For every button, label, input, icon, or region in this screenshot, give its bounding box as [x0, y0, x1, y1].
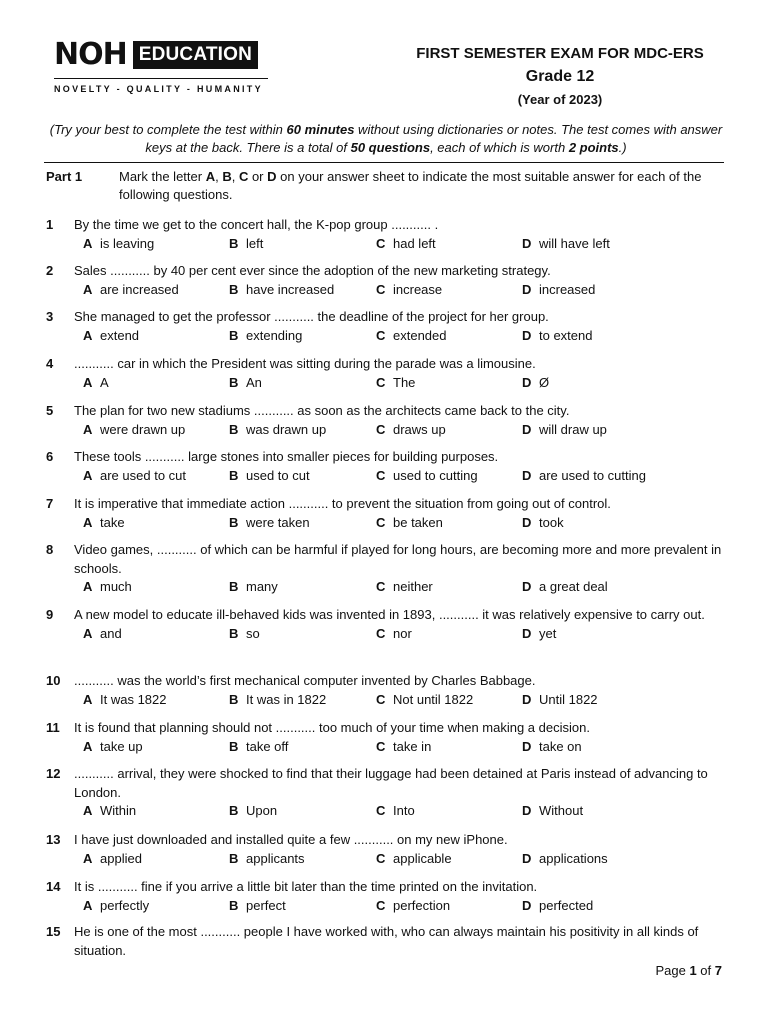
option-text: much [100, 579, 132, 594]
option-d [522, 691, 598, 710]
question-number: 10 [46, 673, 61, 688]
option-letter: A [83, 579, 93, 594]
option-letter: D [522, 897, 532, 913]
option-d [522, 235, 610, 254]
option-text: so [246, 625, 260, 641]
option-text: Ø [539, 374, 550, 390]
question-number: 15 [46, 924, 61, 939]
option-text: a great deal [539, 579, 608, 594]
answer-options [74, 850, 726, 869]
option-a [83, 235, 154, 254]
option-text: take up [100, 738, 143, 754]
option-letter: B [229, 897, 239, 913]
question-item [46, 448, 726, 485]
answer-options [74, 897, 726, 916]
option-a [83, 625, 122, 644]
option-letter: A [83, 374, 93, 390]
option-letter: C [376, 803, 386, 818]
option-letter: D [522, 327, 532, 343]
option-c [376, 850, 452, 869]
option-text: extend [100, 327, 140, 343]
option-a [83, 467, 186, 486]
option-letter: C [376, 281, 386, 297]
option-b [229, 578, 278, 597]
answer-options [74, 235, 726, 254]
logo-wordmark: NOH [54, 37, 127, 72]
option-letter: B [229, 803, 239, 818]
answer-options [74, 421, 726, 440]
option-d [522, 467, 646, 486]
option-b [229, 327, 302, 346]
option-text: applied [100, 850, 142, 866]
exam-title: FIRST SEMESTER EXAM FOR MDC-ERS [416, 45, 704, 62]
option-letter: C [376, 738, 386, 754]
option-text: are used to cutting [539, 467, 646, 483]
option-a [83, 374, 109, 393]
question-item [46, 262, 726, 299]
option-letter: A [83, 327, 93, 343]
option-text: applicable [393, 850, 452, 866]
option-letter: D [522, 467, 532, 483]
logo-divider [54, 78, 268, 79]
answer-options [74, 281, 726, 300]
option-text: It was 1822 [100, 691, 167, 707]
option-b [229, 421, 326, 440]
question-stem: She managed to get the professor ........... the deadline of the project for her group. [74, 309, 549, 324]
option-text: used to cut [246, 467, 310, 483]
option-a [83, 691, 167, 710]
option-text: applications [539, 850, 608, 866]
option-text: to extend [539, 327, 593, 343]
question-number: 5 [46, 403, 54, 418]
question-item [46, 606, 726, 643]
option-c [376, 421, 446, 440]
option-d [522, 421, 607, 440]
intro-text: .) [618, 140, 627, 155]
answer-options [74, 327, 726, 346]
option-text: will have left [539, 235, 610, 251]
logo-tagline: NOVELTY - QUALITY - HUMANITY [54, 84, 263, 94]
question-item [46, 831, 726, 868]
option-letter: B [229, 625, 239, 641]
question-number: 9 [46, 607, 54, 622]
option-c [376, 467, 478, 486]
option-letter: D [522, 803, 532, 818]
option-d [522, 327, 593, 346]
answer-options [74, 467, 726, 486]
option-c [376, 625, 412, 644]
option-letter: A [83, 850, 93, 866]
page-footer [655, 963, 722, 978]
option-letter: A [83, 691, 93, 707]
option-text: will draw up [539, 421, 607, 437]
option-letter: A [83, 281, 93, 297]
question-number: 8 [46, 542, 54, 557]
option-letter: D [522, 374, 532, 390]
intro-text: , each of which is worth [430, 140, 569, 155]
option-c [376, 327, 447, 346]
option-d [522, 738, 582, 757]
option-text: yet [539, 625, 557, 641]
option-a [83, 897, 149, 916]
option-b [229, 897, 286, 916]
option-letter: C [376, 235, 386, 251]
part-text: or [248, 169, 268, 184]
question-number: 1 [46, 217, 54, 232]
question-item [46, 402, 726, 439]
page-label: Page [655, 963, 690, 978]
answer-options [74, 802, 726, 821]
question-number: 3 [46, 309, 54, 324]
question-item [46, 878, 726, 915]
letter-a: A [205, 169, 216, 184]
question-item [46, 216, 726, 253]
option-letter: A [83, 421, 93, 437]
exam-grade: Grade 12 [525, 68, 595, 85]
option-c [376, 691, 473, 710]
question-stem: I have just downloaded and installed quite a few ........... on my new iPhone. [74, 832, 508, 847]
question-number: 14 [46, 879, 61, 894]
option-letter: D [522, 421, 532, 437]
option-letter: B [229, 235, 239, 251]
option-text: perfection [393, 897, 451, 913]
option-c [376, 897, 450, 916]
option-text: perfected [539, 897, 594, 913]
intro-text: without using dictionaries or notes. The test comes with answer keys at the back. There is a total of [145, 122, 723, 155]
option-text: Into [393, 803, 415, 818]
part-text: , [215, 169, 223, 184]
question-item [46, 765, 726, 821]
part-text: , [231, 169, 239, 184]
option-b [229, 850, 305, 869]
option-letter: D [522, 281, 532, 297]
logo-education-box: EDUCATION [133, 41, 258, 69]
question-number: 7 [46, 496, 54, 511]
option-letter: B [229, 691, 239, 707]
question-stem: The plan for two new stadiums ........... as soon as the architects came back to the city. [74, 403, 570, 418]
option-text: perfect [246, 897, 286, 913]
option-text: perfectly [100, 897, 150, 913]
option-text: The [393, 374, 416, 390]
option-letter: B [229, 579, 239, 594]
option-text: take [100, 514, 125, 530]
option-text: was drawn up [246, 421, 327, 437]
option-text: are increased [100, 281, 179, 297]
question-number: 4 [46, 356, 54, 371]
question-number: 6 [46, 449, 54, 464]
option-letter: A [83, 514, 93, 530]
page-number: 1 [689, 963, 697, 978]
question-item [46, 672, 726, 709]
option-letter: A [83, 897, 93, 913]
option-c [376, 235, 436, 254]
option-letter: C [376, 625, 386, 641]
question-stem: It is ........... fine if you arrive a little bit later than the time printed on the invitation. [74, 879, 538, 894]
option-letter: C [376, 327, 386, 343]
option-c [376, 374, 415, 393]
intro-duration: 60 minutes [286, 122, 355, 137]
option-d [522, 625, 556, 644]
question-number: 12 [46, 766, 61, 781]
option-letter: B [229, 738, 239, 754]
question-stem: ........... car in which the President was sitting during the parade was a limousine. [74, 356, 536, 371]
option-c [376, 514, 443, 533]
option-text: had left [393, 235, 436, 251]
question-stem: ........... was the world’s first mechanical computer invented by Charles Babbage. [74, 673, 536, 688]
option-letter: C [376, 850, 386, 866]
page-of: of [696, 963, 715, 978]
question-item [46, 355, 726, 392]
option-letter: D [522, 235, 532, 251]
option-text: increased [539, 281, 596, 297]
option-text: many [246, 579, 278, 594]
option-d [522, 897, 593, 916]
option-a [83, 578, 132, 597]
option-text: be taken [393, 514, 443, 530]
option-text: nor [393, 625, 412, 641]
answer-options [74, 691, 726, 710]
option-text: left [246, 235, 264, 251]
question-stem: He is one of the most ........... people I have worked with, who can always maintain his positivity in all kinds of situation. [74, 924, 699, 958]
answer-options [74, 374, 726, 393]
page-total: 7 [714, 963, 722, 978]
question-stem: Sales ........... by 40 per cent ever since the adoption of the new marketing strategy. [74, 263, 551, 278]
exam-instructions [44, 121, 728, 157]
option-c [376, 802, 415, 821]
option-text: used to cutting [393, 467, 478, 483]
question-stem: These tools ........... large stones into smaller pieces for building purposes. [74, 449, 499, 464]
option-letter: A [83, 467, 93, 483]
option-b [229, 281, 334, 300]
option-a [83, 802, 136, 821]
option-d [522, 850, 608, 869]
option-c [376, 738, 431, 757]
option-text: were drawn up [100, 421, 186, 437]
option-text: draws up [393, 421, 446, 437]
option-text: took [539, 514, 564, 530]
question-stem: By the time we get to the concert hall, the K-pop group ........... . [74, 217, 439, 232]
option-letter: B [229, 850, 239, 866]
option-c [376, 578, 433, 597]
option-text: An [246, 374, 262, 390]
option-a [83, 514, 125, 533]
option-text: increase [393, 281, 443, 297]
option-c [376, 281, 442, 300]
option-d [522, 802, 583, 821]
question-stem: A new model to educate ill-behaved kids was invented in 1893, ........... it was relatively expensive to carry out. [74, 607, 705, 622]
question-item [46, 923, 726, 960]
option-text: It was in 1822 [246, 691, 327, 707]
exam-year: (Year of 2023) [517, 92, 603, 107]
option-text: Upon [246, 803, 278, 818]
option-letter: B [229, 514, 239, 530]
option-text: Without [539, 803, 584, 818]
option-letter: A [83, 235, 93, 251]
question-stem: It is found that planning should not ........... too much of your time when making a decision. [74, 720, 590, 735]
option-letter: C [376, 579, 386, 594]
answer-options [74, 514, 726, 533]
question-number: 2 [46, 263, 54, 278]
option-a [83, 421, 185, 440]
option-letter: D [522, 691, 532, 707]
option-a [83, 327, 139, 346]
answer-options [74, 578, 726, 597]
option-text: extended [393, 327, 447, 343]
option-letter: D [522, 738, 532, 754]
option-b [229, 691, 326, 710]
letter-d: D [267, 169, 277, 184]
intro-question-count: 50 questions [350, 140, 431, 155]
option-letter: D [522, 625, 532, 641]
option-a [83, 850, 142, 869]
exam-title-block [340, 44, 768, 110]
option-text: extending [246, 327, 303, 343]
question-item [46, 308, 726, 345]
option-letter: B [229, 421, 239, 437]
option-b [229, 802, 277, 821]
answer-options [74, 625, 726, 644]
option-text: Until 1822 [539, 691, 598, 707]
option-text: take on [539, 738, 582, 754]
part-label: Part 1 [46, 169, 83, 184]
option-b [229, 235, 263, 254]
option-text: take in [393, 738, 432, 754]
option-text: Within [100, 803, 137, 818]
option-b [229, 625, 260, 644]
letter-b: B [222, 169, 232, 184]
part-instructions [119, 168, 719, 204]
part-text: Mark the letter [119, 169, 206, 184]
question-stem: It is imperative that immediate action ........... to prevent the situation from going out of control. [74, 496, 611, 511]
answer-options [74, 738, 726, 757]
question-number: 13 [46, 832, 61, 847]
part-text: on your answer sheet to indicate the most suitable answer for each of the following questions. [119, 169, 702, 202]
option-a [83, 281, 179, 300]
header-divider [44, 162, 724, 163]
option-letter: C [376, 897, 386, 913]
option-text: take off [246, 738, 289, 754]
intro-points: 2 points [568, 140, 619, 155]
option-letter: B [229, 374, 239, 390]
question-number: 11 [46, 720, 60, 735]
question-item [46, 495, 726, 532]
option-letter: C [376, 421, 386, 437]
option-text: is leaving [100, 235, 155, 251]
option-a [83, 738, 143, 757]
option-letter: B [229, 327, 239, 343]
letter-c: C [238, 169, 249, 184]
option-letter: A [83, 803, 93, 818]
option-text: applicants [246, 850, 305, 866]
option-letter: D [522, 514, 532, 530]
option-d [522, 374, 549, 393]
option-letter: D [522, 579, 532, 594]
option-d [522, 514, 564, 533]
option-letter: A [83, 738, 93, 754]
option-letter: C [376, 514, 386, 530]
intro-text: (Try your best to complete the test within [49, 122, 287, 137]
option-text: are used to cut [100, 467, 186, 483]
option-letter: C [376, 374, 386, 390]
option-letter: A [83, 625, 93, 641]
option-text: and [100, 625, 122, 641]
noh-education-logo [54, 38, 270, 94]
question-stem: Video games, ........... of which can be harmful if played for long hours, are becoming more and more prevalent in schools. [74, 542, 722, 576]
option-letter: D [522, 850, 532, 866]
option-text: have increased [246, 281, 335, 297]
question-item [46, 541, 726, 597]
option-letter: B [229, 467, 239, 483]
option-b [229, 374, 262, 393]
option-d [522, 578, 608, 597]
option-b [229, 738, 288, 757]
option-text: were taken [246, 514, 310, 530]
option-d [522, 281, 595, 300]
option-text: A [100, 374, 109, 390]
question-item [46, 719, 726, 756]
option-text: Not until 1822 [393, 691, 474, 707]
option-b [229, 467, 310, 486]
option-letter: B [229, 281, 239, 297]
option-letter: C [376, 691, 386, 707]
option-text: neither [393, 579, 433, 594]
option-b [229, 514, 310, 533]
option-letter: C [376, 467, 386, 483]
question-stem: ........... arrival, they were shocked to find that their luggage had been detained at Paris instead of advancing to London. [74, 766, 708, 800]
